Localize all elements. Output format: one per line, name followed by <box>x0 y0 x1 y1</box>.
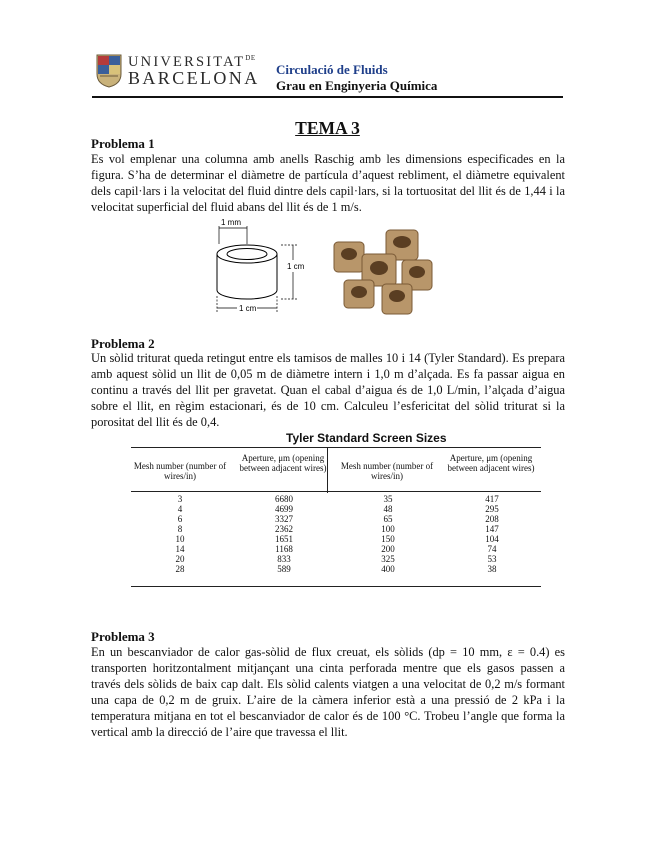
problem2-text: Un sòlid triturat queda retingut entre els tamisos de malles 10 i 14 (Tyler Standard). Es prepara amb aquest sòlid un llit de 0,05 m de diàmetre intern i 1,0 m d’alçada. Es fa passar aigua en continu a través del llit per gravetat. Quan el cabal d’aigua és de 1,0 L/min, l’alçada d’aigua sobre el llit, en règim estacionari, és de 10 cm. Calculeu l’esfericitat del sòlid triturat si la porositat del llit és de 0,4. <box>91 351 565 429</box>
table-cell: 53 <box>487 554 497 564</box>
table-cell: 38 <box>487 564 497 574</box>
column-aperture-b <box>467 494 517 574</box>
table-cell: 100 <box>381 524 395 534</box>
table-cell: 589 <box>277 564 291 574</box>
table-cell: 28 <box>175 564 185 574</box>
header-divider <box>92 96 563 98</box>
course-title: Circulació de Fluids <box>276 62 388 77</box>
table-cell: 65 <box>383 514 393 524</box>
table-cell: 4 <box>177 504 183 514</box>
table-cell: 35 <box>383 494 393 504</box>
table-cell: 2362 <box>275 524 293 534</box>
table-cell: 10 <box>175 534 185 544</box>
table-cell: 6680 <box>275 494 293 504</box>
table-cell: 833 <box>277 554 291 564</box>
table-cell: 295 <box>485 504 499 514</box>
table-cell: 1651 <box>275 534 293 544</box>
problem1-text: Es vol emplenar una columna amb anells Raschig amb les dimensions especificades en la figura. S’ha de determinar el diàmetre de partícula d’aquest rebliment, el diàmetre equivalent dels capil·lars i la velocitat del fluid dintre dels capil·lars, si la tortuositat del llit és de 1,44 i la velocitat superficial del fluid abans del llit és de 1 m/s. <box>91 152 565 214</box>
dim-label-1mm: 1 mm <box>221 218 241 227</box>
header-aperture-b: Aperture, μm (opening between adjacent wires) <box>447 453 535 473</box>
table-cell: 14 <box>175 544 185 554</box>
problem1-heading: Problema 1 <box>91 136 155 151</box>
header-aperture-a: Aperture, μm (opening between adjacent wires) <box>239 453 327 473</box>
table-cell: 74 <box>487 544 497 554</box>
page-title: TEMA 3 <box>295 118 360 138</box>
ring-bore-ellipse <box>227 249 267 260</box>
ring-bottom-arc <box>217 290 277 299</box>
table-cell: 6 <box>177 514 183 524</box>
header-mesh-b: Mesh number (number of wires/in) <box>340 461 434 481</box>
problem2-heading: Problema 2 <box>91 336 155 351</box>
table-cell: 200 <box>381 544 395 554</box>
dim-label-height: 1 cm <box>287 262 305 271</box>
logo-text-top: $UNIVERSITAT^{DE}$ <box>128 54 256 70</box>
table-cell: 400 <box>381 564 395 574</box>
header-mesh-a: Mesh number (number of wires/in) <box>133 461 227 481</box>
table-cell: 48 <box>383 504 393 514</box>
column-mesh-b <box>363 494 413 574</box>
logo-text-bottom: BARCELONA <box>128 68 260 88</box>
table-cell: 104 <box>485 534 499 544</box>
column-aperture-a <box>259 494 309 574</box>
table-cell: 3327 <box>275 514 293 524</box>
table-cell: 20 <box>175 554 185 564</box>
table-title: Tyler Standard Screen Sizes <box>286 431 447 445</box>
table-cell: 208 <box>485 514 499 524</box>
dim-label-diameter: 1 cm <box>239 304 257 313</box>
table-cell: 417 <box>485 494 499 504</box>
table-cell: 4699 <box>275 504 293 514</box>
problem3-heading: Problema 3 <box>91 629 155 644</box>
table-cell: 1168 <box>275 544 293 554</box>
problem3-text: En un bescanviador de calor gas-sòlid de flux creuat, els sòlids (dp = 10 mm, ε = 0.4) es transporten horitzontalment mitjançant una cinta perforada mentre que els gasos passen a través dels sòlids de baix cap dalt. Els sòlid calents viatgen a una velocitat de 0,2 m/s formant una capa de 0,2 m de gruix. L’aire de la càmera inferior està a una pressió de 2 kPa i la temperatura mitjana en tot el bescanviador de calor és de 100 °C. Trobeu l’angle que forma la vertical amb la direcció de l’aire que travessa el llit. <box>91 645 565 739</box>
table-cell: 147 <box>485 524 499 534</box>
table-cell: 8 <box>177 524 183 534</box>
raschig-rings-photo <box>326 224 440 320</box>
column-mesh-a <box>155 494 205 574</box>
degree-title: Grau en Enginyeria Química <box>276 78 438 93</box>
raschig-ring-diagram <box>205 216 315 314</box>
table-cell: 150 <box>381 534 395 544</box>
table-cell: 325 <box>381 554 395 564</box>
university-shield-icon <box>96 54 122 88</box>
table-cell: 3 <box>177 494 183 504</box>
